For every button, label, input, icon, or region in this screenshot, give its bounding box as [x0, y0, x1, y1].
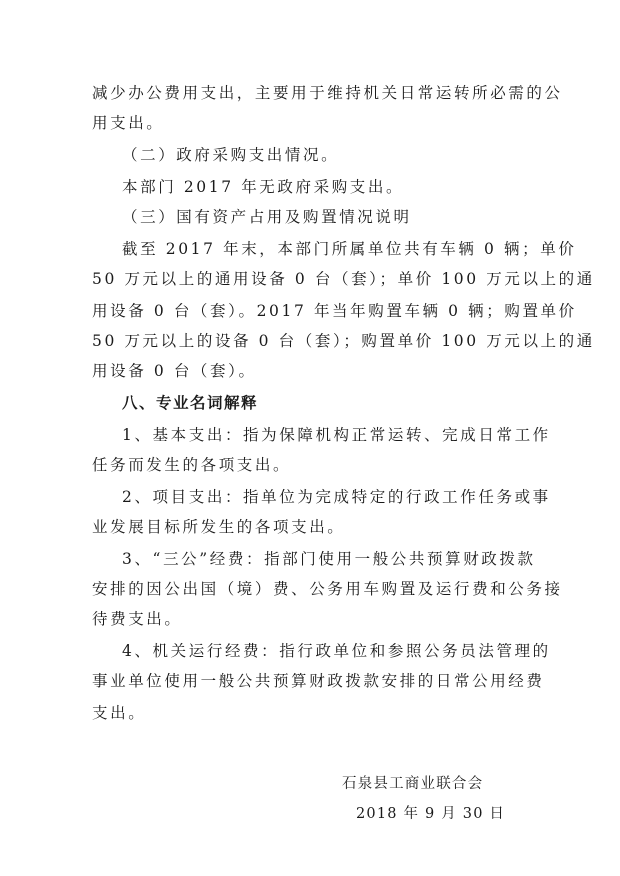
body-line: 50 万元以上的通用设备 0 台（套）；单价 100 万元以上的通 [92, 270, 595, 288]
body-line: 本部门 2017 年无政府采购支出。 [122, 178, 405, 196]
glossary-item-three-public: 3、“三公”经费：指部门使用一般公共预算财政拨款 [122, 550, 536, 568]
body-line: 支出。 [92, 704, 147, 722]
glossary-item-operating: 4、机关运行经费：指行政单位和参照公务员法管理的 [122, 642, 551, 660]
signature-organization: 石泉县工商业联合会 [342, 776, 484, 792]
signature-date: 2018 年 9 月 30 日 [356, 806, 506, 822]
body-line: 事业单位使用一般公共预算财政拨款安排的日常公用经费 [92, 672, 545, 690]
body-line: 用支出。 [92, 114, 165, 132]
body-line: 50 万元以上的设备 0 台（套）；购置单价 100 万元以上的通 [92, 332, 595, 350]
body-line: 任务而发生的各项支出。 [92, 456, 292, 474]
glossary-item-basic: 1、基本支出：指为保障机构正常运转、完成日常工作 [122, 426, 551, 444]
body-line: 用设备 0 台（套）。2017 年当年购置车辆 0 辆；购置单价 [92, 302, 577, 320]
body-line: 业发展目标所发生的各项支出。 [92, 518, 346, 536]
section-heading-procurement: （二）政府采购支出情况。 [122, 146, 340, 164]
body-line: 用设备 0 台（套）。 [92, 362, 257, 380]
body-line: 安排的因公出国（境）费、公务用车购置及运行费和公务接 [92, 580, 563, 598]
glossary-item-project: 2、项目支出：指单位为完成特定的行政工作任务或事 [122, 488, 551, 506]
body-line: 截至 2017 年末，本部门所属单位共有车辆 0 辆；单价 [122, 240, 577, 258]
body-line: 待费支出。 [92, 610, 183, 628]
body-line: 减少办公费用支出，主要用于维持机关日常运转所必需的公 [92, 84, 563, 102]
section-heading-glossary: 八、专业名词解释 [122, 394, 259, 412]
section-heading-assets: （三）国有资产占用及购置情况说明 [122, 208, 412, 226]
